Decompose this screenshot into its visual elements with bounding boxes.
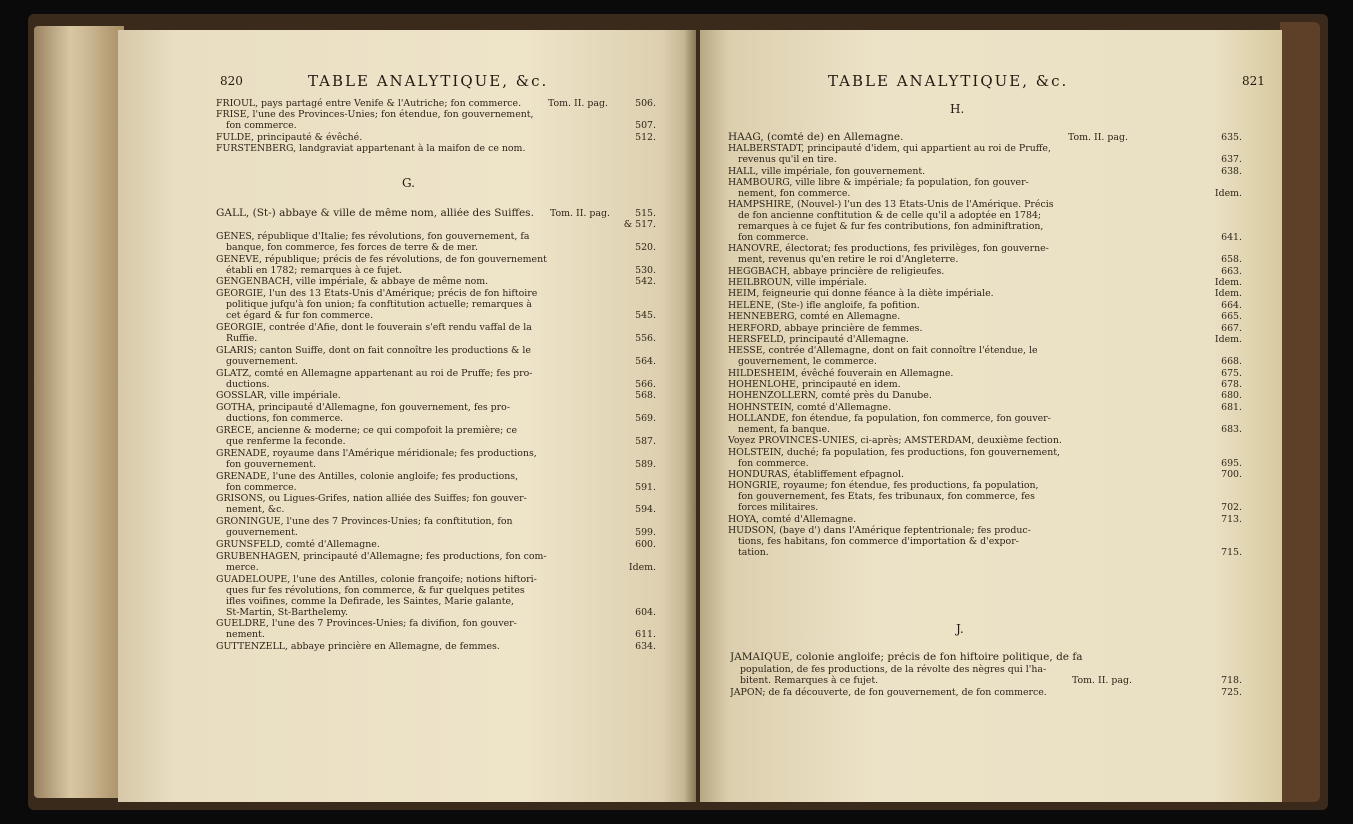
page-reference: 675. <box>1221 367 1242 379</box>
index-entry-line: HILDESHEIM, évêché fouverain en Allemagne. <box>728 367 954 379</box>
page-reference: 718. <box>1221 675 1242 686</box>
right-page-header: TABLE ANALYTIQUE, &c. <box>828 72 1069 90</box>
page-reference: 589. <box>635 458 656 470</box>
page-block-edge <box>34 26 124 798</box>
index-entry-line: GLATZ, comté en Allemagne appartenant au roi de Pruffe; fes pro- <box>216 367 533 379</box>
index-entry-line: Ruffie. <box>226 332 258 344</box>
index-entry-line: population, de fes productions, de la révolte des nègres qui l'ha- <box>740 663 1047 675</box>
page-reference: 658. <box>1221 254 1242 266</box>
index-entry-line: HALL, ville impériale, fon gouvernement. <box>728 165 926 177</box>
index-entry-line: GÊNES, république d'Italie; fes révolutions, fon gouvernement, fa <box>216 230 530 242</box>
index-entry-line: FURSTENBERG, landgraviat appartenant à la maifon de ce nom. <box>216 142 526 154</box>
page-reference: 637. <box>1221 154 1242 166</box>
index-entry-line: bitent. Remarques à ce fujet. <box>740 675 879 686</box>
index-entry-line: GÉORGIE, l'un des 13 États-Unis d'Amérique; précis de fon hiftoire <box>216 288 538 300</box>
tome-reference: Tom. II. pag. <box>550 208 610 219</box>
page-reference: 556. <box>635 332 656 344</box>
index-entry-line: GRENADE, l'une des Antilles, colonie angloife; fes productions, <box>216 470 519 482</box>
index-entry-line: gouvernement, le commerce. <box>738 356 877 368</box>
index-entry-line: fon commerce. <box>738 457 809 469</box>
right-page <box>700 30 1282 802</box>
page-reference: 667. <box>1221 322 1242 334</box>
page-reference: 600. <box>635 539 656 551</box>
index-entry-line: remarques à ce fujet & fur fes contributions, fon adminiftration, <box>738 221 1044 232</box>
page-reference: 638. <box>1221 165 1242 177</box>
page-reference: 507. <box>635 120 656 132</box>
index-entry-line: HOYA, comté d'Allemagne. <box>728 513 857 525</box>
index-entry-line: nement, fon commerce. <box>738 187 851 199</box>
index-entry-line: nement. <box>226 629 265 641</box>
index-entry-line: HOHENLOHE, principauté en idem. <box>728 378 901 390</box>
index-entry-line: HEIM, feigneurie qui donne féance à la diète impériale. <box>728 288 994 300</box>
page-reference: 680. <box>1221 390 1242 402</box>
page-reference: 611. <box>635 629 656 641</box>
left-page-header: TABLE ANALYTIQUE, &c. <box>308 72 549 90</box>
index-entry-line: GLARIS; canton Suiffe, dont on fait connoître les productions & le <box>216 344 531 356</box>
index-entry-line: ment, revenus qu'en retire le roi d'Angleterre. <box>738 254 959 266</box>
index-entry-line: HESSE, contrée d'Allemagne, dont on fait connoître l'étendue, le <box>728 345 1038 357</box>
page-reference: 515. <box>635 208 656 219</box>
page-reference: Idem. <box>1214 276 1242 288</box>
index-entry-line: HOHENZOLLERN, comté près du Danube. <box>728 390 932 402</box>
index-entry-line: établi en 1782; remarques à ce fujet. <box>226 264 402 276</box>
index-entry-line: GUELDRE, l'une des 7 Provinces-Unies; fa divifion, fon gouver- <box>216 618 517 630</box>
index-entry-line: GRÈCE, ancienne & moderne; ce qui compofoit la première; ce <box>216 425 518 437</box>
page-reference: 564. <box>635 355 656 367</box>
page-reference: 665. <box>1221 311 1242 323</box>
index-entry-line: GOTHA, principauté d'Allemagne, fon gouvernement, fes pro- <box>216 402 510 414</box>
page-reference: Idem. <box>1214 333 1242 345</box>
page-reference: 663. <box>1221 265 1242 277</box>
page-reference: Idem. <box>628 561 656 573</box>
page-reference: 542. <box>635 276 656 288</box>
index-entry-line: GOSSLAR, ville impériale. <box>216 390 341 402</box>
page-reference: Idem. <box>1214 288 1242 300</box>
index-entry-line: ductions, fon commerce. <box>226 413 344 425</box>
index-entry-line: HAAG, (comté de) en Allemagne. <box>728 132 904 143</box>
tome-reference: Tom. II. pag. <box>1072 675 1132 686</box>
index-entry-line: HUDSON, (baye d') dans l'Amérique feptentrionale; fes produc- <box>728 524 1031 536</box>
index-entry-line: HALBERSTADT, principauté d'idem, qui appartient au roi de Pruffe, <box>728 143 1051 155</box>
index-entry-line: ifles voifines, comme la Defirade, les Saintes, Marie galante, <box>226 595 514 607</box>
index-entry-line: HONDURAS, établiffement efpagnol. <box>728 469 904 481</box>
index-entry-line: FRIOUL, pays partagé entre Venife & l'Autriche; fon commerce. <box>216 98 522 109</box>
page-reference: 641. <box>1221 231 1242 243</box>
index-entry-line: HEGGBACH, abbaye princière de religieufes. <box>728 265 945 277</box>
page-reference: 568. <box>635 390 656 402</box>
index-entry-line: HAMBOURG, ville libre & impériale; fa population, fon gouver- <box>728 177 1029 189</box>
index-entry-line: fon commerce. <box>226 481 297 493</box>
index-entry-line: FRISE, l'une des Provinces-Unies; fon étendue, fon gouvernement, <box>216 109 534 121</box>
page-reference: & 517. <box>623 218 656 230</box>
page-reference: 700. <box>1221 469 1242 481</box>
page-reference: 681. <box>1221 401 1242 413</box>
index-entry-line: FULDE, principauté & évêché. <box>216 131 363 143</box>
page-reference: 725. <box>1221 686 1242 698</box>
index-entry-line: tions, fes habitans, fon commerce d'importation & d'expor- <box>738 535 1019 547</box>
tome-reference: Tom. II. pag. <box>1068 132 1128 143</box>
index-entry-line: GRONINGUE, l'une des 7 Provinces-Unies; fa conftitution, fon <box>216 516 513 528</box>
index-entry-line: GRUNSFELD, comté d'Allemagne. <box>216 539 380 551</box>
index-entry-line: GRENADE, royaume dans l'Amérique méridionale; fes productions, <box>216 447 537 459</box>
left-page <box>118 30 696 802</box>
index-entry-line: HANOVRE, électorat; fes productions, fes privilèges, fon gouverne- <box>728 243 1049 255</box>
index-entry-line: fon gouvernement. <box>226 458 316 470</box>
index-entry-line: tation. <box>738 546 769 558</box>
index-entry-line: gouvernement. <box>226 527 298 539</box>
page-reference: 702. <box>1221 502 1242 514</box>
index-entry-line: HOLLANDE, fon étendue, fa population, fon commerce, fon gouver- <box>728 413 1051 425</box>
index-entry-line: JAMAÏQUE, colonie angloife; précis de fon hiftoire politique, de fa <box>730 652 1083 663</box>
page-reference: 569. <box>635 413 656 425</box>
index-entry-line: forces militaires. <box>738 502 819 514</box>
page-reference: 604. <box>635 606 656 618</box>
section-heading-g: G. <box>402 176 415 190</box>
page-reference: 599. <box>635 527 656 539</box>
left-page-number: 820 <box>220 74 243 88</box>
book-cover-edge <box>1280 22 1320 802</box>
index-entry-line: HERFORD, abbaye princière de femmes. <box>728 322 923 334</box>
index-entry-line: St-Martin, St-Barthelemy. <box>226 606 348 618</box>
index-entry-line: que renferme la feconde. <box>226 436 346 447</box>
index-entry-line: nement, fa banque. <box>738 424 831 435</box>
page-reference: 594. <box>635 504 656 516</box>
page-reference: 591. <box>635 481 656 493</box>
page-reference: 713. <box>1221 513 1242 525</box>
page-reference: 566. <box>635 378 656 390</box>
section-heading-j: J. <box>956 622 964 636</box>
index-entry-line: merce. <box>226 561 259 573</box>
index-entry-line: GALL, (St-) abbaye & ville de même nom, alliée des Suiffes. <box>216 208 534 219</box>
index-entry-line: HERSFELD, principauté d'Allemagne. <box>728 333 909 345</box>
index-entry-line: HOLSTEIN, duché; fa population, fes productions, fon gouvernement, <box>728 446 1061 458</box>
section-heading-h: H. <box>950 102 965 116</box>
right-page-number: 821 <box>1242 74 1265 88</box>
page-reference: 635. <box>1221 132 1242 143</box>
index-entry-line: Voyez PROVINCES-UNIES, ci-après; AMSTERDAM, deuxième fection. <box>728 435 1062 447</box>
index-entry-line: GÉORGIE, contrée d'Afie, dont le fouverain s'eft rendu vaffal de la <box>216 322 532 333</box>
index-entry-line: fon commerce. <box>738 231 809 243</box>
index-entry-line: fon gouvernement, fes États, fes tribunaux, fon commerce, fes <box>738 491 1035 503</box>
page-reference: 530. <box>635 264 656 276</box>
index-entry-line: GENGENBACH, ville impériale, & abbaye de même nom. <box>216 276 489 288</box>
index-entry-line: GUADELOUPE, l'une des Antilles, colonie françoife; notions hiftori- <box>216 573 537 585</box>
index-entry-line: de fon ancienne conftitution & de celle qu'il a adoptée en 1784; <box>738 210 1042 222</box>
index-entry-line: HONGRIE, royaume; fon étendue, fes productions, fa population, <box>728 480 1039 492</box>
index-entry-line: nement, &c. <box>226 504 285 516</box>
page-reference: 587. <box>635 436 656 447</box>
index-entry-line: HEILBROUN, ville impériale. <box>728 276 867 288</box>
page-reference: 683. <box>1221 424 1242 435</box>
index-entry-line: banque, fon commerce, fes forces de terre & de mer. <box>226 241 478 253</box>
index-entry-line: HAMPSHIRE, (Nouvel-) l'un des 13 États-Unis de l'Amérique. Précis <box>728 199 1054 211</box>
page-reference: 664. <box>1221 299 1242 311</box>
tome-reference: Tom. II. pag. <box>548 98 608 109</box>
index-entry-line: HENNEBERG, comté en Allemagne. <box>728 311 901 323</box>
index-entry-line: cet égard & fur fon commerce. <box>226 310 374 322</box>
index-entry-line: fon commerce. <box>226 120 297 132</box>
page-reference: 520. <box>635 241 656 253</box>
page-reference: Idem. <box>1214 187 1242 199</box>
index-entry-line: GRISONS, ou Ligues-Grifes, nation alliée des Suiffes; fon gouver- <box>216 493 527 505</box>
index-entry-line: politique jufqu'à fon union; fa conftitution actuelle; remarques à <box>226 299 532 311</box>
page-reference: 668. <box>1221 356 1242 368</box>
page-reference: 715. <box>1221 546 1242 558</box>
index-entry-line: GUTTENZELL, abbaye princière en Allemagne, de femmes. <box>216 641 500 653</box>
page-reference: 695. <box>1221 457 1242 469</box>
index-entry-line: GENÈVE, république; précis de fes révolutions, de fon gouvernement <box>216 253 547 265</box>
index-entry-line: JAPON; de fa découverte, de fon gouvernement, de fon commerce. <box>730 686 1047 698</box>
index-entry-line: HOHNSTEIN, comté d'Allemagne. <box>728 401 892 413</box>
page-reference: 634. <box>635 641 656 653</box>
page-reference: 506. <box>635 98 656 109</box>
page-reference: 545. <box>635 310 656 322</box>
index-entry-line: revenus qu'il en tire. <box>738 154 837 166</box>
index-entry-line: gouvernement. <box>226 355 298 367</box>
index-entry-line: HELÈNE, (Ste-) ifle angloife, fa pofition. <box>728 299 920 311</box>
page-reference: 512. <box>635 131 656 143</box>
index-entry-line: ques fur fes révolutions, fon commerce, & fur quelques petites <box>226 584 525 596</box>
index-entry-line: ductions. <box>226 378 270 390</box>
page-reference: 678. <box>1221 378 1242 390</box>
index-entry-line: GRUBENHAGEN, principauté d'Allemagne; fes productions, fon com- <box>216 550 547 562</box>
